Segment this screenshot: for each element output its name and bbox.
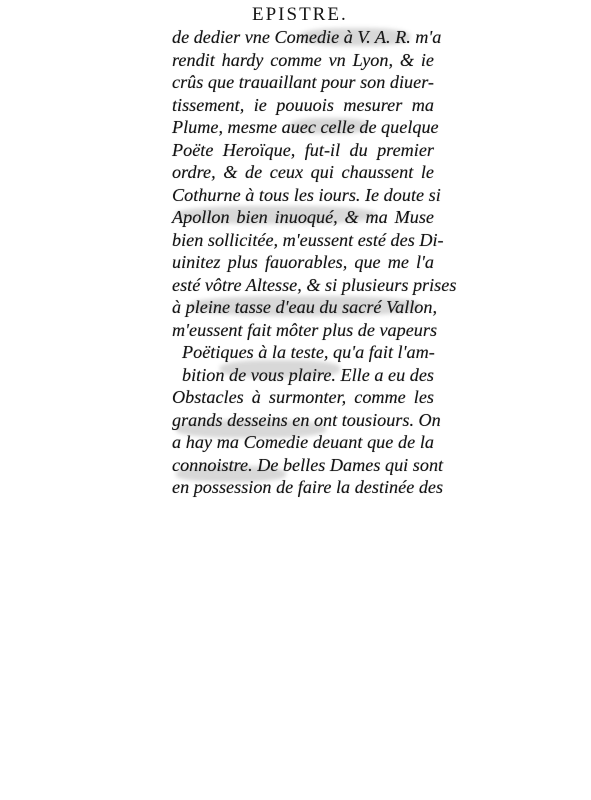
text-line: esté vôtre Altesse, & si plusieurs prises — [172, 274, 457, 295]
text-line: Poëte Heroïque, fut-il du premier — [172, 139, 434, 160]
text-line: Poëtiques à la teste, qu'a fait l'am- — [182, 342, 435, 362]
text-line: tissement, ie pouuois mesurer ma — [172, 94, 434, 115]
text-line: en possession de faire la destinée des — [172, 477, 444, 497]
text-line: grands desseins en ont tousiours. On — [172, 409, 441, 430]
text-line: Apollon bien inuoqué, & ma Muse — [172, 207, 434, 227]
text-line: bien sollicitée, m'eussent esté des Di- — [172, 229, 444, 250]
text-line: bition de vous plaire. Elle a eu des — [182, 364, 434, 385]
text-line: uinitez plus fauorables, que me l'a — [172, 252, 434, 272]
text-line: Obstacles à surmonter, comme les — [172, 387, 434, 407]
text-line: à pleine tasse d'eau du sacré Vallon, — [172, 297, 438, 317]
text-line: de dedier vne Comedie à V. A. R. m'a — [172, 27, 442, 47]
text-line: Cothurne à tous les iours. Ie doute si — [172, 184, 441, 205]
body-text — [172, 26, 457, 499]
text-line: crûs que trauaillant pour son diuer- — [172, 72, 434, 92]
text-line: connoistre. De belles Dames qui sont — [172, 454, 444, 475]
text-line: m'eussent fait môter plus de vapeurs — [172, 319, 438, 340]
running-head: EPISTRE. — [252, 4, 348, 25]
text-line: a hay ma Comedie deuant que de la — [172, 432, 434, 452]
text-line: ordre, & de ceux qui chaussent le — [172, 162, 434, 182]
text-line: Plume, mesme auec celle de quelque — [172, 117, 439, 137]
text-line: rendit hardy comme vn Lyon, & ie — [172, 49, 434, 70]
